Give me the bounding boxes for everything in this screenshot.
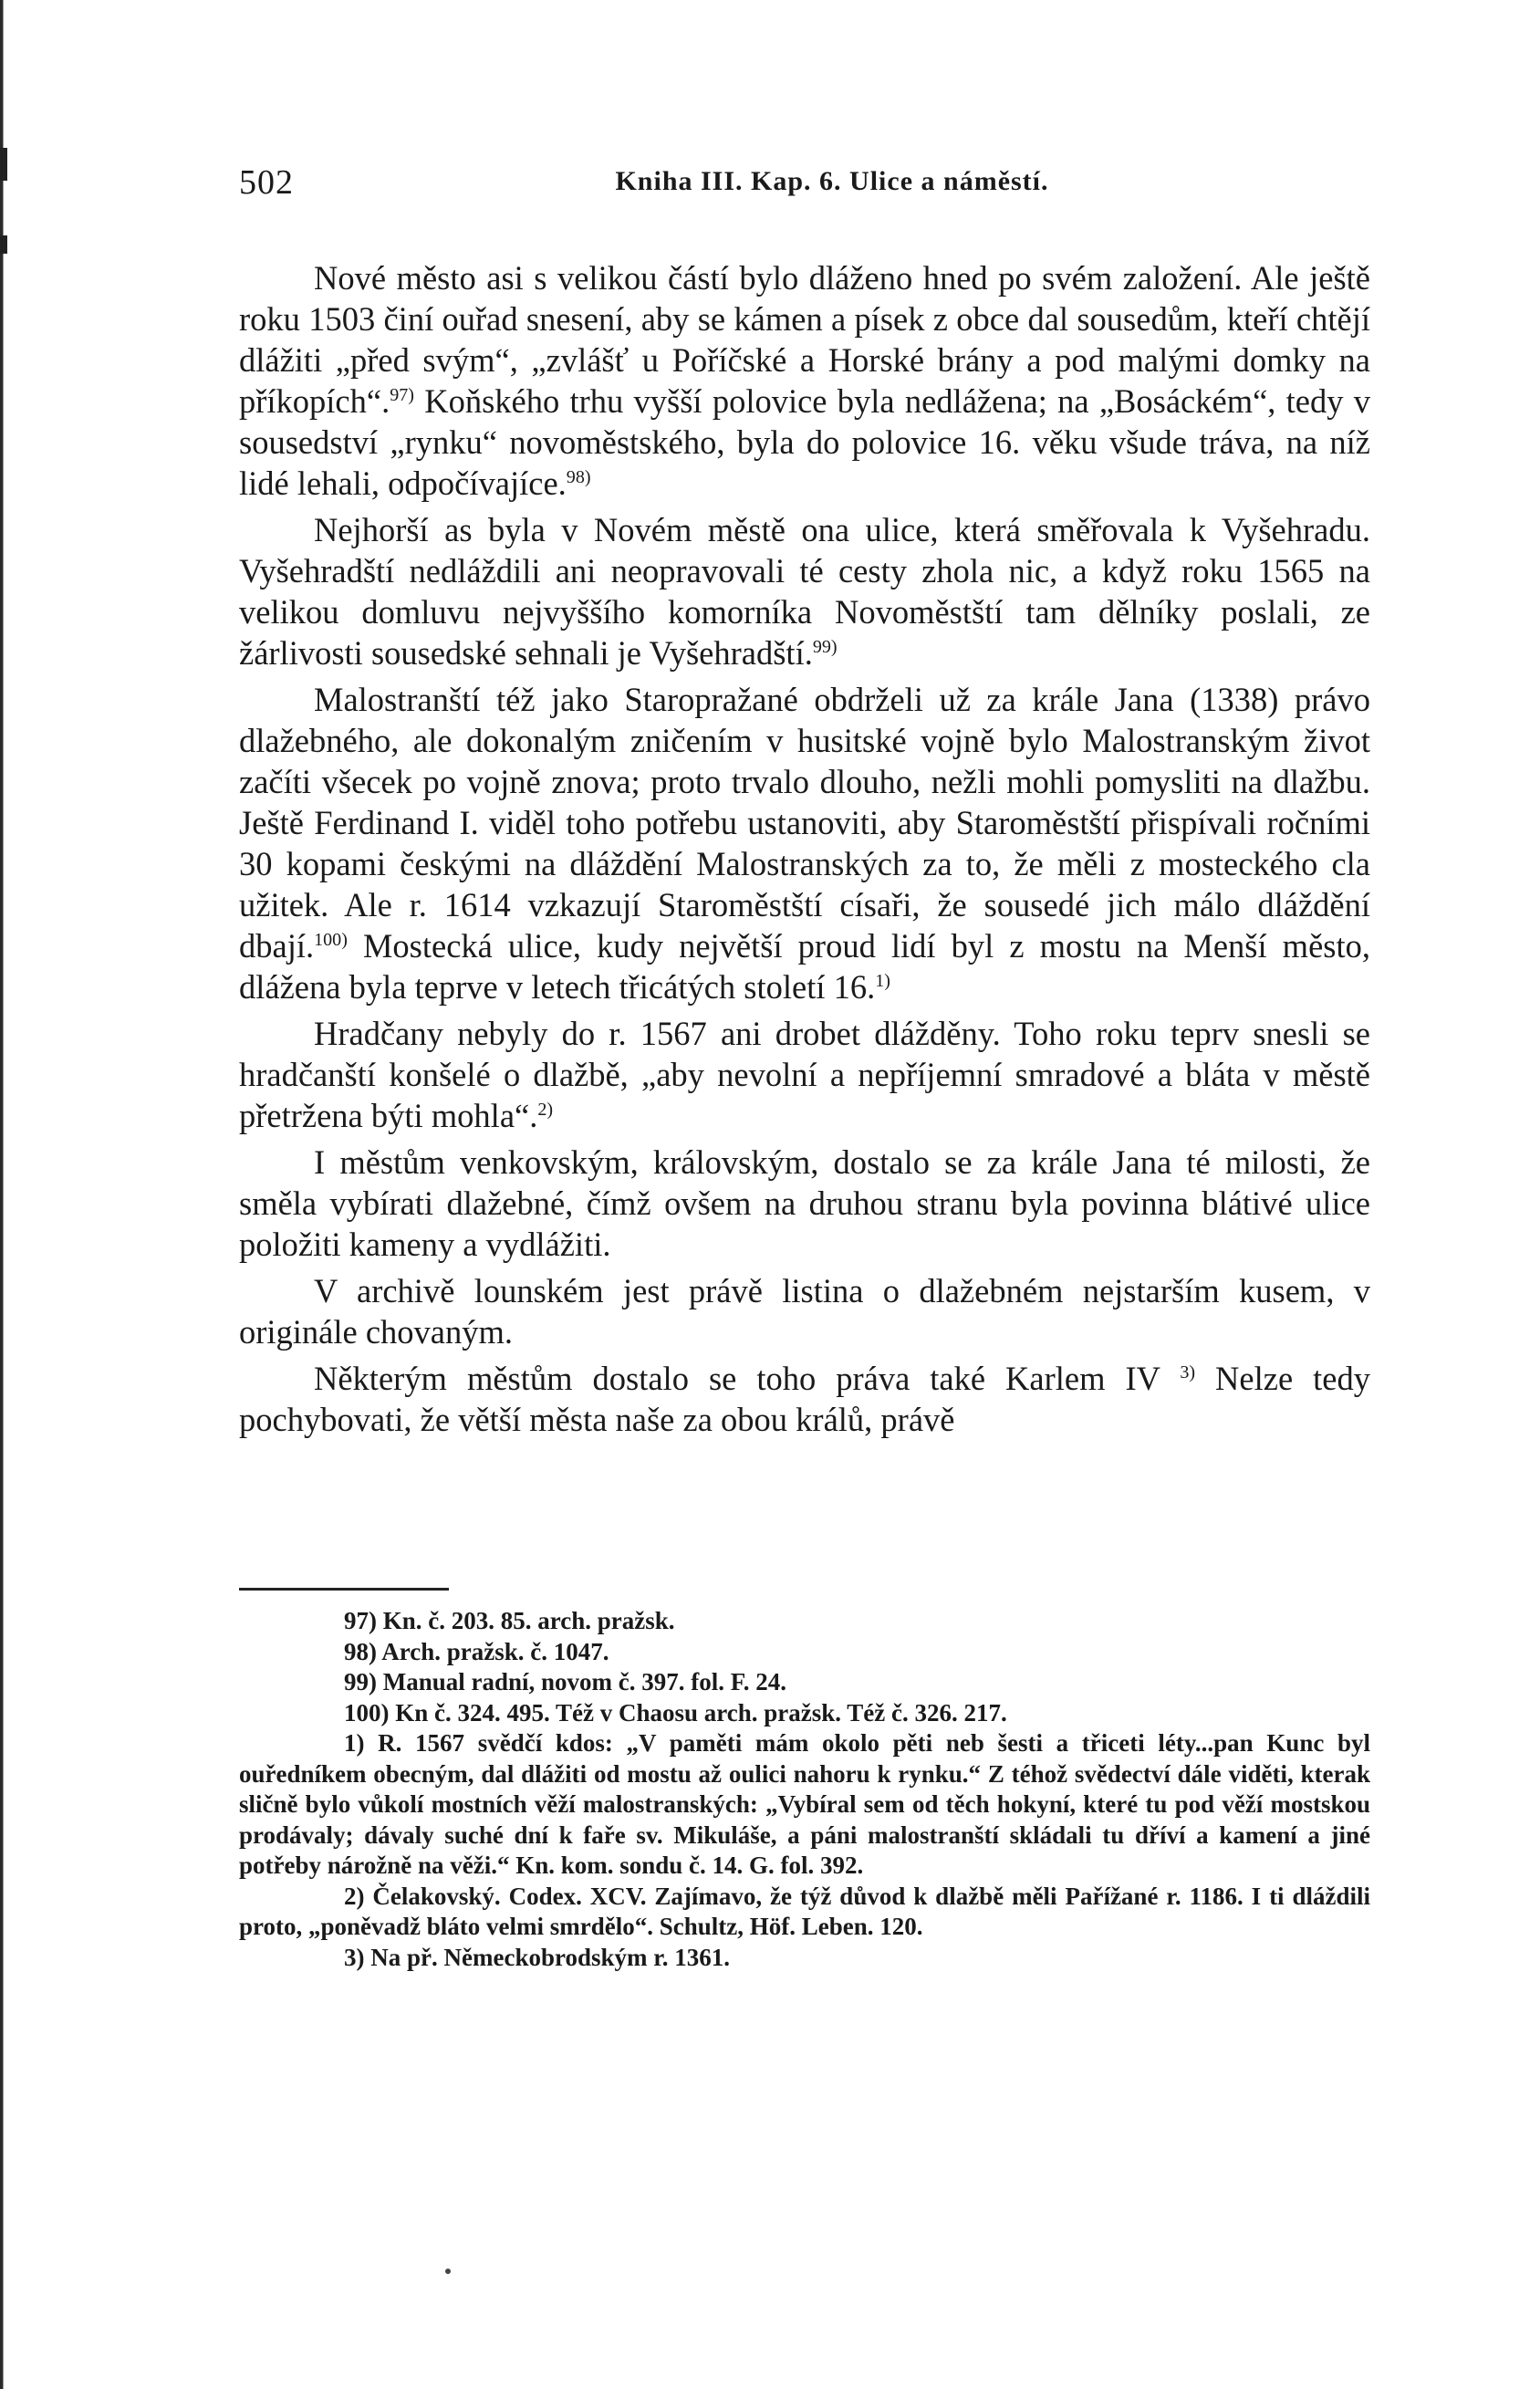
footnote-mark: 99) [344, 1668, 377, 1695]
footnote-text: Kn. č. 203. 85. arch. pražsk. [382, 1607, 675, 1634]
paragraph-text: Nejhorší as byla v Novém městě ona ulice, která směřovala k Vyšehradu. Vyšehradští nedláždili ani neopravovali té cesty zhola nic, a když roku 1565 na velikou domluvu nejvyššího komorníka Novoměstští tam dělníky poslali, ze žárlivosti sousedské sehnali je Vyšehradští. [239, 511, 1370, 672]
footnote-mark: 98) [344, 1637, 377, 1665]
paragraph [239, 509, 1370, 673]
paragraph-text: Malostranští též jako Staropražané obdrželi už za krále Jana (1338) právo dlažebného, ale dokonalým zničením v husitské vojně bylo Malostranským život začíti všecek po vojně znova; proto trvalo dlouho, nežli mohli pomysliti na dlažbu. Ještě Ferdinand I. viděl toho potřebu ustanoviti, aby Staroměstští přispívali ročními 30 kopami českými na dláždění Malostranských za to, že měli z mosteckého cla užitek. Ale r. 1614 vzkazují Staroměstští císaři, že sousedé jich málo dláždění dbají. [239, 681, 1370, 965]
footnote-text: Na př. Německobrodským r. 1361. [370, 1943, 731, 1971]
footnote [239, 1637, 1370, 1668]
footnote [239, 1667, 1370, 1698]
main-text [239, 257, 1370, 1445]
footnote-text: Kn č. 324. 495. Též v Chaosu arch. pražsk. Též č. 326. 217. [395, 1698, 1007, 1727]
paragraph-text: Některým městům dostalo se toho práva také Karlem IV [314, 1360, 1181, 1397]
footnote [239, 1728, 1370, 1882]
footnote-ref: 99) [812, 636, 838, 657]
footnote [239, 1943, 1370, 1974]
footnote-mark: 3) [344, 1943, 365, 1971]
paragraph [239, 257, 1370, 504]
scan-edge [0, 0, 13, 2389]
paragraph-text: Mostecká ulice, kudy největší proud lidí byl z mostu na Menší město, dlážena byla teprve v letech třicátých století 16. [239, 927, 1370, 1006]
running-title: Kniha III. Kap. 6. Ulice a náměstí. [615, 166, 1049, 196]
footnote-mark: 1) [344, 1729, 365, 1757]
scan-mark [0, 148, 7, 181]
scan-mark [0, 235, 7, 254]
footnote-text: Arch. pražsk. č. 1047. [381, 1637, 609, 1665]
paragraph-text: Nové město asi s velikou částí bylo dláženo hned po svém založení. Ale ještě roku 1503 činí ouřad snesení, aby se kámen a písek z obce dal sousedům, kteří chtějí dlážiti „před svým“, „zvlášť u Poříčské a Horské brány a pod malými domky na příkopích“. [239, 259, 1370, 420]
footnote [239, 1606, 1370, 1637]
paragraph [239, 1013, 1370, 1136]
footnote-rule [239, 1588, 449, 1591]
footnote-ref: 100) [314, 929, 348, 950]
speck [445, 2269, 451, 2274]
paragraph [239, 679, 1370, 1007]
page-number: 502 [239, 163, 294, 202]
footnote-text: Manual radní, novom č. 397. fol. F. 24. [382, 1668, 787, 1695]
footnote-text: Čelakovský. Codex. XCV. Zajímavo, že týž důvod k dlažbě měli Pařížané r. 1186. I ti dláždili proto, „poněvadž bláto velmi smrdělo“. Schultz, Höf. Leben. 120. [239, 1882, 1370, 1940]
footnote-text: R. 1567 svědčí kdos: „V paměti mám okolo pěti neb šesti a třiceti léty...pan Kunc byl ouředníkem obecným, dal dlážiti od mostu až oulici nahoru k rynku.“ Z téhož svědectví dále viděti, kterak sličně bylo vůkolí mostních věží malostranských: „Vybíral sem od těch hokyní, které tu pod věží mostskou prodávaly; dávaly suché dní k faře sv. Mikuláše, a páni malostranští skládali tu dříví a kamení a jiné potřeby nárožně na věži.“ Kn. kom. sondu č. 14. G. fol. 392. [239, 1729, 1370, 1879]
footnote-ref: 3) [1180, 1361, 1196, 1382]
paragraph-text: Koňského trhu vyšší polovice byla nedlážena; na „Bosáckém“, tedy v sousedství „rynku“ novoměstského, byla do polovice 16. věku všude tráva, na níž lidé lehali, odpočívajíce. [239, 382, 1370, 502]
paragraph-text: V archivě lounském jest právě listina o dlažebném nejstarším kusem, v originále chovaným. [239, 1272, 1370, 1351]
footnote [239, 1882, 1370, 1943]
footnote-ref: 1) [875, 970, 890, 991]
page-header [239, 162, 1370, 208]
paragraph-text: Hradčany nebyly do r. 1567 ani drobet dlážděny. Toho roku teprv snesli se hradčanští konšelé o dlažbě, „aby nevolní a nepříjemní smradové a bláta v městě přetržena býti mohla“. [239, 1015, 1370, 1134]
paragraph [239, 1358, 1370, 1440]
footnote-mark: 100) [344, 1698, 390, 1727]
footnotes [239, 1606, 1370, 1973]
paragraph [239, 1270, 1370, 1352]
footnote-mark: 2) [344, 1882, 365, 1910]
paragraph [239, 1142, 1370, 1265]
footnote-ref: 98) [566, 466, 591, 487]
paragraph-text: I městům venkovským, královským, dostalo se za krále Jana té milosti, že směla vybírati dlažebné, čímž ovšem na druhou stranu byla povinna blátivé ulice položiti kameny a vydlážiti. [239, 1143, 1370, 1263]
footnote [239, 1698, 1370, 1729]
footnote-ref: 2) [537, 1099, 554, 1120]
footnote-ref: 97) [390, 384, 414, 405]
footnote-mark: 97) [344, 1607, 377, 1634]
paragraph-text: Nelze tedy pochybovati, že větší města naše za obou králů, právě [239, 1360, 1370, 1438]
